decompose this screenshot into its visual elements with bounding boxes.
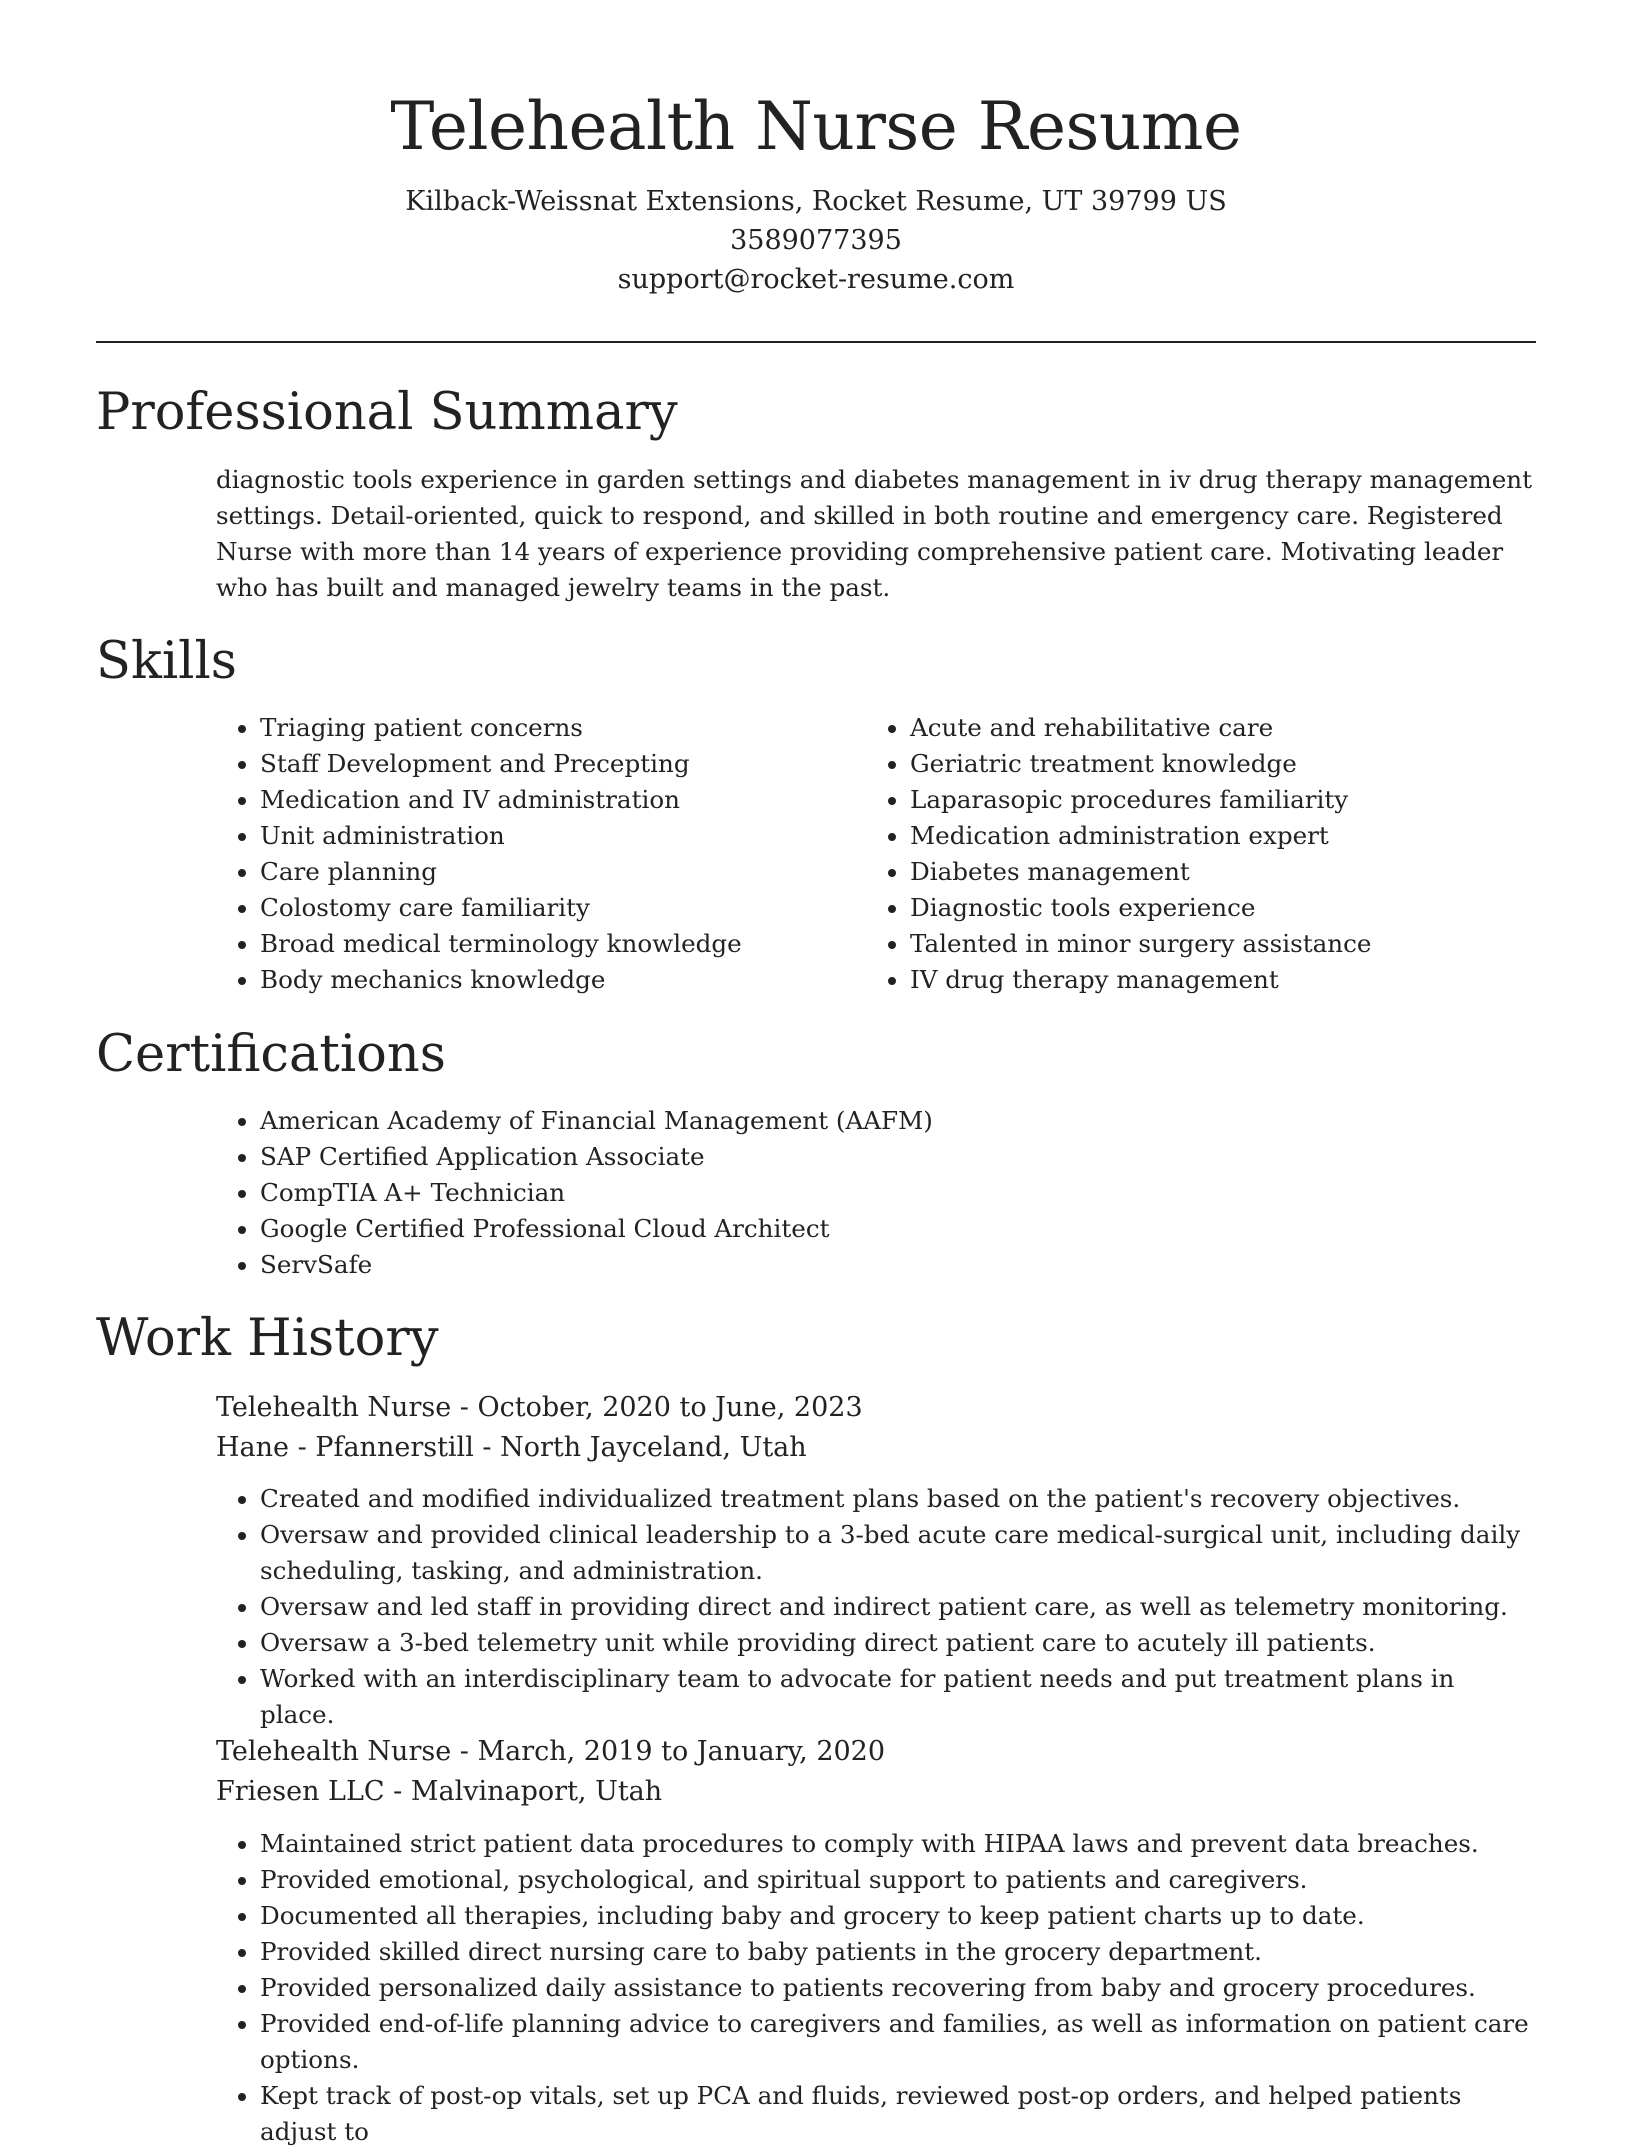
skills-list-right <box>866 710 1536 998</box>
skill-item: • Body mechanics knowledge <box>260 962 816 998</box>
job-company-line: Friesen LLC - Malvinaport, Utah <box>216 1776 663 1807</box>
job-bullet: • Kept track of post-op vitals, set up PCA and fluids, reviewed post-op orders, and helped patients adjust to <box>260 2078 1536 2150</box>
contact-info <box>0 182 1632 299</box>
skill-item: • Medication and IV administration <box>260 782 816 818</box>
job-bullet: • Created and modified individualized treatment plans based on the patient's recovery objectives. <box>260 1481 1536 1517</box>
skill-item: • Care planning <box>260 854 816 890</box>
skill-item: • Diagnostic tools experience <box>910 890 1536 926</box>
contact-phone: 3589077395 <box>730 225 902 256</box>
job-bullet: • Worked with an interdisciplinary team to advocate for patient needs and put treatment plans in place. <box>260 1661 1536 1733</box>
certification-item: • SAP Certified Application Associate <box>260 1139 1536 1175</box>
job-bullets <box>216 1481 1536 1733</box>
job-company-line: Hane - Pfannerstill - North Jayceland, Utah <box>216 1432 807 1463</box>
skill-item: • Talented in minor surgery assistance <box>910 926 1536 962</box>
job-bullet: • Oversaw and provided clinical leadership to a 3-bed acute care medical-surgical unit, including daily scheduling, tasking, and administration. <box>260 1517 1536 1589</box>
header-divider <box>96 341 1536 343</box>
job-title-line: Telehealth Nurse - March, 2019 to January, 2020 <box>216 1736 886 1767</box>
skill-item: • Broad medical terminology knowledge <box>260 926 816 962</box>
certification-item: • CompTIA A+ Technician <box>260 1175 1536 1211</box>
skill-item: • Medication administration expert <box>910 818 1536 854</box>
job-bullets <box>216 1826 1536 2150</box>
page-title: Telehealth Nurse Resume <box>390 88 1242 165</box>
job-bullet: • Oversaw a 3-bed telemetry unit while providing direct patient care to acutely ill patients. <box>260 1625 1536 1661</box>
skill-item: • Staff Development and Precepting <box>260 746 816 782</box>
skills-heading: Skills <box>96 632 237 691</box>
job-bullet: • Documented all therapies, including baby and grocery to keep patient charts up to date. <box>260 1898 1536 1934</box>
skills-list-left <box>216 710 816 998</box>
job-bullet: • Provided end-of-life planning advice to caregivers and families, as well as information on patient care options. <box>260 2006 1536 2078</box>
contact-address: Kilback-Weissnat Extensions, Rocket Resume, UT 39799 US <box>405 186 1227 217</box>
resume-header <box>0 0 1632 299</box>
contact-email: support@rocket-resume.com <box>617 264 1015 295</box>
job-bullets-block <box>216 1826 1536 2150</box>
work-history-heading: Work History <box>96 1309 439 1368</box>
skill-item: • Acute and rehabilitative care <box>910 710 1536 746</box>
job-bullet: • Provided emotional, psychological, and spiritual support to patients and caregivers. <box>260 1862 1536 1898</box>
job-bullets-block <box>216 1481 1536 1733</box>
skills-column-right <box>866 710 1536 998</box>
certifications-list <box>216 1103 1536 1283</box>
skill-item: • Diabetes management <box>910 854 1536 890</box>
certification-item: • ServSafe <box>260 1247 1536 1283</box>
skill-item: • Unit administration <box>260 818 816 854</box>
job-bullet: • Maintained strict patient data procedures to comply with HIPAA laws and prevent data breaches. <box>260 1826 1536 1862</box>
skill-item: • Triaging patient concerns <box>260 710 816 746</box>
summary-text: diagnostic tools experience in garden settings and diabetes management in iv drug therapy management settings. Detail-oriented, quick to respond, and skilled in both routine and emergency care. Registered Nurse with more than 14 years of experience providing comprehensive patient care. Motivating leader who has built and managed jewelry teams in the past. <box>216 465 1533 602</box>
skill-item: • Colostomy care familiarity <box>260 890 816 926</box>
skills-column-left <box>216 710 816 998</box>
certification-item: • American Academy of Financial Management (AAFM) <box>260 1103 1536 1139</box>
summary-heading: Professional Summary <box>96 383 678 442</box>
job-bullet: • Provided skilled direct nursing care to baby patients in the grocery department. <box>260 1934 1536 1970</box>
skill-item: • Laparasopic procedures familiarity <box>910 782 1536 818</box>
job-bullet: • Oversaw and led staff in providing direct and indirect patient care, as well as telemetry monitoring. <box>260 1589 1536 1625</box>
skill-item: • Geriatric treatment knowledge <box>910 746 1536 782</box>
certifications-block <box>216 1103 1536 1283</box>
certifications-heading: Certifications <box>96 1025 446 1084</box>
job-title-line: Telehealth Nurse - October, 2020 to June, 2023 <box>216 1392 863 1423</box>
job-bullet: • Provided personalized daily assistance to patients recovering from baby and grocery procedures. <box>260 1970 1536 2006</box>
skill-item: • IV drug therapy management <box>910 962 1536 998</box>
certification-item: • Google Certified Professional Cloud Architect <box>260 1211 1536 1247</box>
